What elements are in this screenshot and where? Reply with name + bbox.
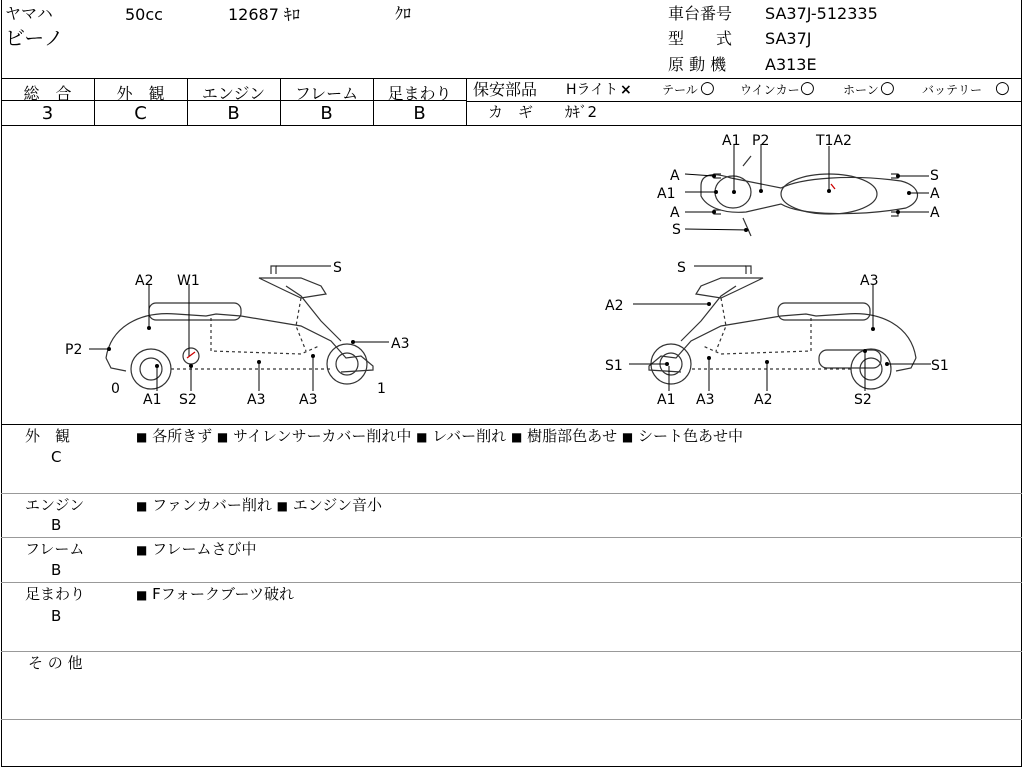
label-left: 0 xyxy=(111,381,120,397)
remark-item: フレームさび中 xyxy=(152,540,257,558)
remark-grade: B xyxy=(51,561,62,579)
label-left: S2 xyxy=(179,392,197,408)
model-name: ビーノ xyxy=(5,26,64,50)
engine-label: 原 動 機 xyxy=(668,55,727,74)
remark-item: ファンカバー削れ xyxy=(152,496,272,514)
bullet-icon: ■ xyxy=(621,430,634,444)
remark-category: フレーム xyxy=(25,540,85,558)
damage-diagram xyxy=(1,126,1022,424)
divider xyxy=(1,537,1022,538)
remark-category: そ の 他 xyxy=(28,654,83,672)
label-top: A xyxy=(930,186,940,202)
divider xyxy=(467,101,1022,102)
key-label: カ ギ xyxy=(488,103,534,121)
label-left: 1 xyxy=(377,381,386,397)
remark-items xyxy=(136,542,257,557)
label-right: S1 xyxy=(605,358,623,374)
red-mark xyxy=(187,184,835,358)
label-top: A1 xyxy=(657,186,676,202)
color: ｸﾛ xyxy=(395,4,412,23)
safety-item-mark: ○ xyxy=(800,78,815,98)
bullet-icon: ■ xyxy=(136,588,148,602)
label-right: A1 xyxy=(657,392,676,408)
safety-item-mark: ○ xyxy=(995,78,1010,98)
safety-item-label: Hライト xyxy=(566,82,619,98)
remark-category: 足まわり xyxy=(25,585,86,603)
label-left: A3 xyxy=(247,392,266,408)
divider xyxy=(1,651,1022,652)
bullet-icon: ■ xyxy=(510,430,523,444)
label-top: A xyxy=(930,205,940,221)
chassis-label: 車台番号 xyxy=(668,4,733,23)
label-left: W1 xyxy=(177,273,200,289)
label-top: P2 xyxy=(752,133,770,149)
label-left: S xyxy=(333,260,342,276)
mileage: 12687 ｷﾛ xyxy=(228,5,300,24)
label-left: A2 xyxy=(135,273,154,289)
remark-item: サイレンサーカバー削れ中 xyxy=(233,427,412,445)
label-top: T1A2 xyxy=(816,133,852,149)
label-right: S xyxy=(677,260,686,276)
bullet-icon: ■ xyxy=(276,499,288,513)
remark-item: シート色あせ中 xyxy=(638,427,744,445)
grade-value: C xyxy=(134,103,147,124)
bullet-icon: ■ xyxy=(216,430,229,444)
grade-value: B xyxy=(227,103,240,124)
scooter-top-view xyxy=(701,156,917,236)
scooter-diagram-svg xyxy=(1,126,1022,424)
remark-item: 樹脂部色あせ xyxy=(527,427,618,445)
remark-items xyxy=(136,587,294,602)
label-right: A2 xyxy=(605,298,624,314)
damage-points xyxy=(107,174,911,368)
label-top: A xyxy=(670,168,680,184)
remark-item: 各所きず xyxy=(152,427,213,445)
grade-value: B xyxy=(320,103,333,124)
displacement: 50cc xyxy=(125,5,163,24)
divider xyxy=(1,582,1022,583)
bullet-icon: ■ xyxy=(136,543,148,557)
chassis-value: SA37J-512335 xyxy=(765,4,878,23)
divider xyxy=(466,78,467,125)
label-right: A3 xyxy=(696,392,715,408)
safety-item-label: テール xyxy=(662,83,698,97)
label-top: A xyxy=(670,205,680,221)
bullet-icon: ■ xyxy=(416,430,428,444)
divider xyxy=(1,493,1022,494)
label-top: A1 xyxy=(722,133,741,149)
remark-item: Fフォークブーツ破れ xyxy=(152,585,294,603)
remark-grade: C xyxy=(51,448,62,466)
remark-category: エンジン xyxy=(25,496,85,514)
label-left: P2 xyxy=(65,342,83,358)
label-left: A3 xyxy=(299,392,318,408)
remark-grade: B xyxy=(51,516,62,534)
key-value: ｶｷﾞ2 xyxy=(565,103,598,121)
safety-item-label: ウインカー xyxy=(740,83,800,97)
label-top: S xyxy=(672,222,681,238)
maker: ヤマハ xyxy=(5,4,53,23)
safety-label: 保安部品 xyxy=(473,80,538,99)
label-right: A3 xyxy=(860,273,879,289)
grade-label: 足まわり xyxy=(387,84,452,103)
remark-item: レバー削れ xyxy=(432,427,507,445)
label-left: A3 xyxy=(391,336,410,352)
remark-category: 外 観 xyxy=(25,427,71,445)
label-left: A1 xyxy=(143,392,162,408)
divider xyxy=(1,424,1022,425)
label-right: S1 xyxy=(931,358,949,374)
remark-items xyxy=(136,429,743,444)
label-right: A2 xyxy=(754,392,773,408)
bullet-icon: ■ xyxy=(136,430,148,444)
bullet-icon: ■ xyxy=(136,499,148,513)
grade-label: エンジン xyxy=(201,84,266,103)
engine-value: A313E xyxy=(765,55,817,74)
grade-label: フレーム xyxy=(294,84,359,103)
grade-label: 外 観 xyxy=(116,84,165,103)
type-label: 型 式 xyxy=(668,29,733,48)
remark-item: エンジン音小 xyxy=(292,496,382,514)
grade-value: B xyxy=(413,103,426,124)
safety-item-label: ホーン xyxy=(843,83,879,97)
remark-grade: B xyxy=(51,607,62,625)
safety-item-mark: ○ xyxy=(700,78,715,98)
safety-item-mark: ○ xyxy=(880,78,895,98)
divider xyxy=(1,78,1022,79)
safety-item-mark: × xyxy=(620,82,632,98)
type-value: SA37J xyxy=(765,29,812,48)
safety-item-label: バッテリー xyxy=(922,83,983,97)
divider xyxy=(1,719,1022,720)
label-top: S xyxy=(930,168,939,184)
grade-label: 総 合 xyxy=(23,84,72,103)
label-right: S2 xyxy=(854,392,872,408)
grade-value: 3 xyxy=(41,103,54,124)
remark-items xyxy=(136,498,382,513)
